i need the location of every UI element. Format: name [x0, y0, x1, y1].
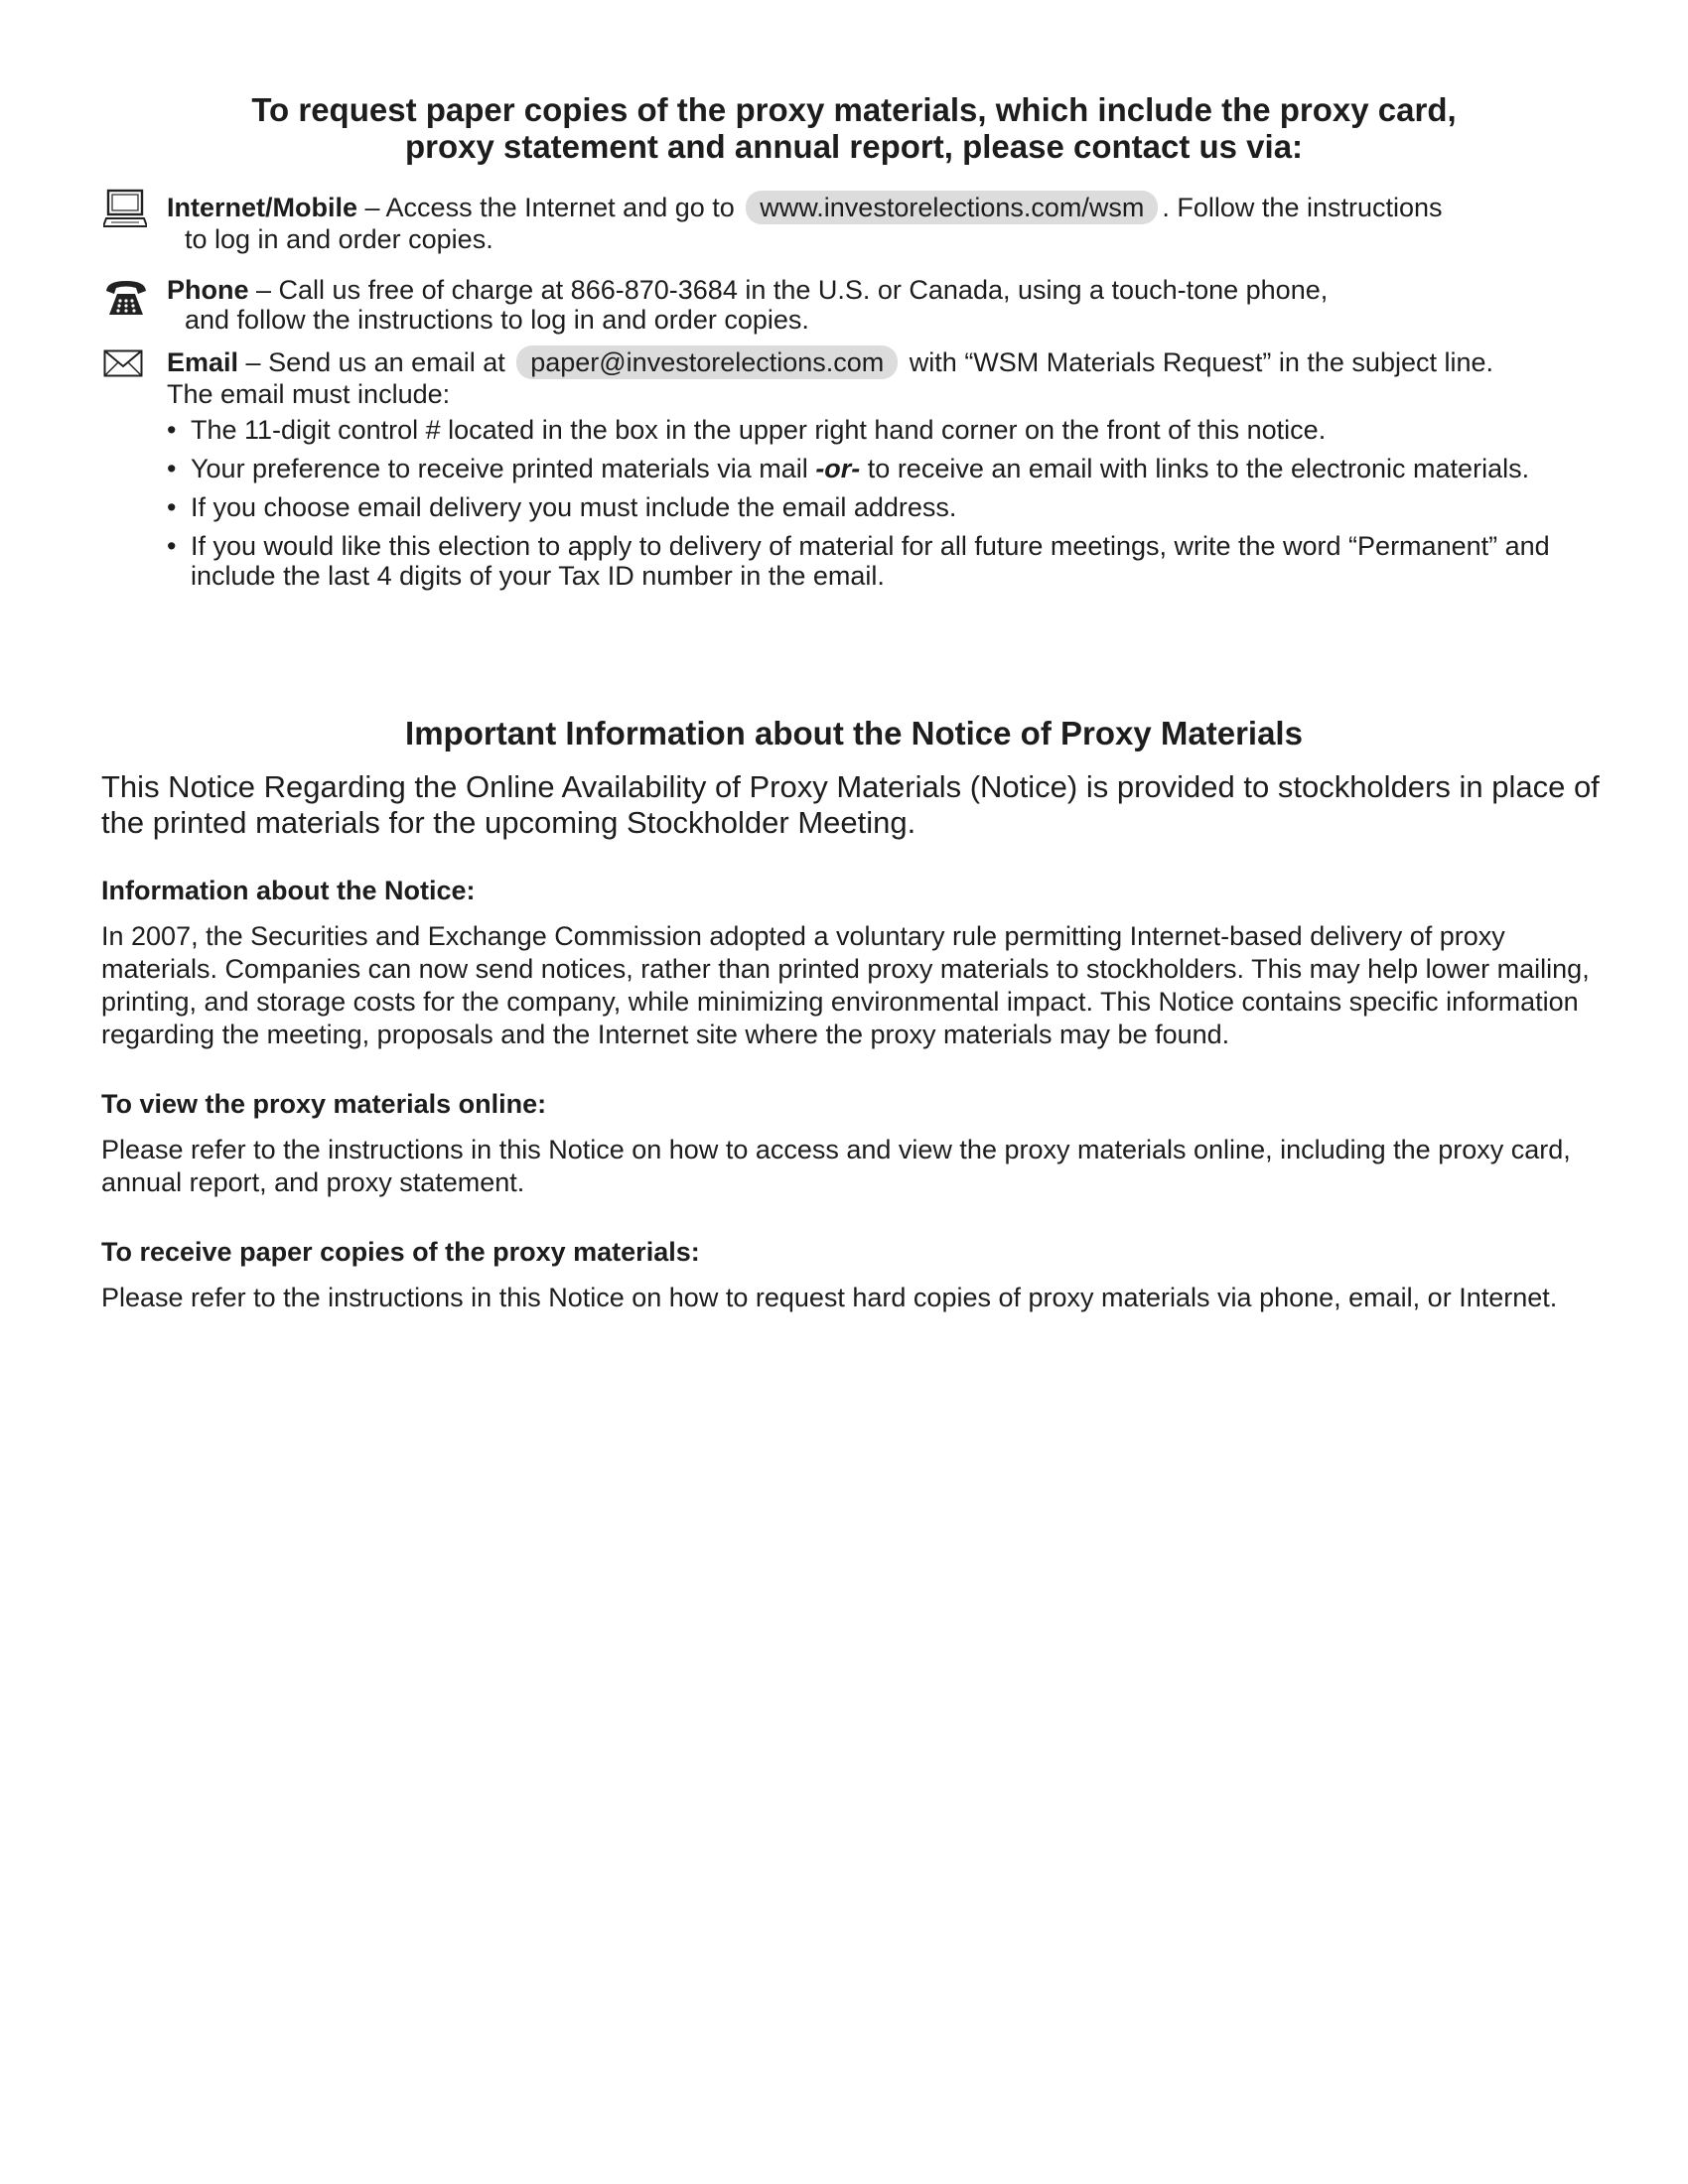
list-item-text: The 11-digit control # located in the box in the upper right hand corner on the front of this notice.	[191, 415, 1327, 445]
request-title-line2: proxy statement and annual report, please contact us via:	[404, 128, 1304, 165]
email-text-after: with “WSM Materials Request” in the subject line.	[902, 347, 1494, 377]
internet-text	[167, 191, 1597, 254]
internet-label: Internet/Mobile	[167, 193, 358, 222]
list-item-text: If you choose email delivery you must include the email address.	[191, 492, 957, 522]
info-intro: This Notice Regarding the Online Availability of Proxy Materials (Notice) is provided to stockholders in place of the printed materials for the upcoming Stockholder Meeting.	[101, 769, 1600, 840]
list-item	[165, 454, 1615, 483]
list-item	[165, 531, 1615, 591]
computer-icon	[103, 189, 147, 235]
list-item	[165, 492, 1615, 522]
phone-text-line2: and follow the instructions to log in and order copies.	[185, 305, 809, 335]
internet-text-before: – Access the Internet and go to	[357, 193, 743, 222]
bullet2-before: Your preference to receive printed materials via mail	[191, 454, 816, 483]
envelope-icon	[103, 349, 143, 382]
section-heading-view-online: To view the proxy materials online:	[101, 1089, 547, 1119]
phone-text	[167, 275, 1597, 335]
list-item	[165, 415, 1615, 445]
internet-text-after: . Follow the instructions	[1162, 193, 1443, 222]
phone-label: Phone	[167, 275, 249, 305]
investor-elections-link[interactable]: www.investorelections.com/wsm	[746, 191, 1158, 224]
paper-email-link[interactable]: paper@investorelections.com	[516, 345, 898, 379]
email-text-before: – Send us an email at	[238, 347, 513, 377]
bullet2-after: to receive an email with links to the electronic materials.	[860, 454, 1530, 483]
list-item-text: If you would like this election to apply to delivery of material for all future meetings, write the word “Permanent” and include the last 4 digits of your Tax ID number in the email.	[191, 531, 1550, 591]
email-text-line2: The email must include:	[167, 379, 451, 409]
section-body-view-online: Please refer to the instructions in this Notice on how to access and view the proxy materials online, including the proxy card, annual report, and proxy statement.	[101, 1135, 1571, 1197]
email-label: Email	[167, 347, 239, 377]
request-title	[99, 91, 1609, 165]
info-title: Important Information about the Notice of Proxy Materials	[405, 715, 1303, 751]
section-heading-paper-copies: To receive paper copies of the proxy materials:	[101, 1237, 700, 1267]
bullet2-or: -or-	[815, 454, 861, 483]
request-title-line1: To request paper copies of the proxy materials, which include the proxy card,	[251, 91, 1457, 128]
phone-text-line1: – Call us free of charge at 866-870-3684 in the U.S. or Canada, using a touch-tone phone,	[248, 275, 1329, 305]
internet-text-line2: to log in and order copies.	[185, 224, 493, 254]
email-text	[167, 345, 1597, 409]
section-body-notice: In 2007, the Securities and Exchange Commission adopted a voluntary rule permitting Internet-based delivery of proxy materials. Companies can now send notices, rather than printed proxy materials to stockholders. This may help lower mailing, printing, and storage costs for the company, while minimizing environmental impact. This Notice contains specific information regarding the meeting, proposals and the Internet site where the proxy materials may be found.	[101, 921, 1590, 1049]
telephone-icon	[103, 277, 149, 324]
section-body-paper-copies: Please refer to the instructions in this Notice on how to request hard copies of proxy materials via phone, email, or Internet.	[101, 1283, 1558, 1312]
email-requirements-list	[165, 415, 1615, 600]
section-heading-notice: Information about the Notice:	[101, 876, 476, 905]
